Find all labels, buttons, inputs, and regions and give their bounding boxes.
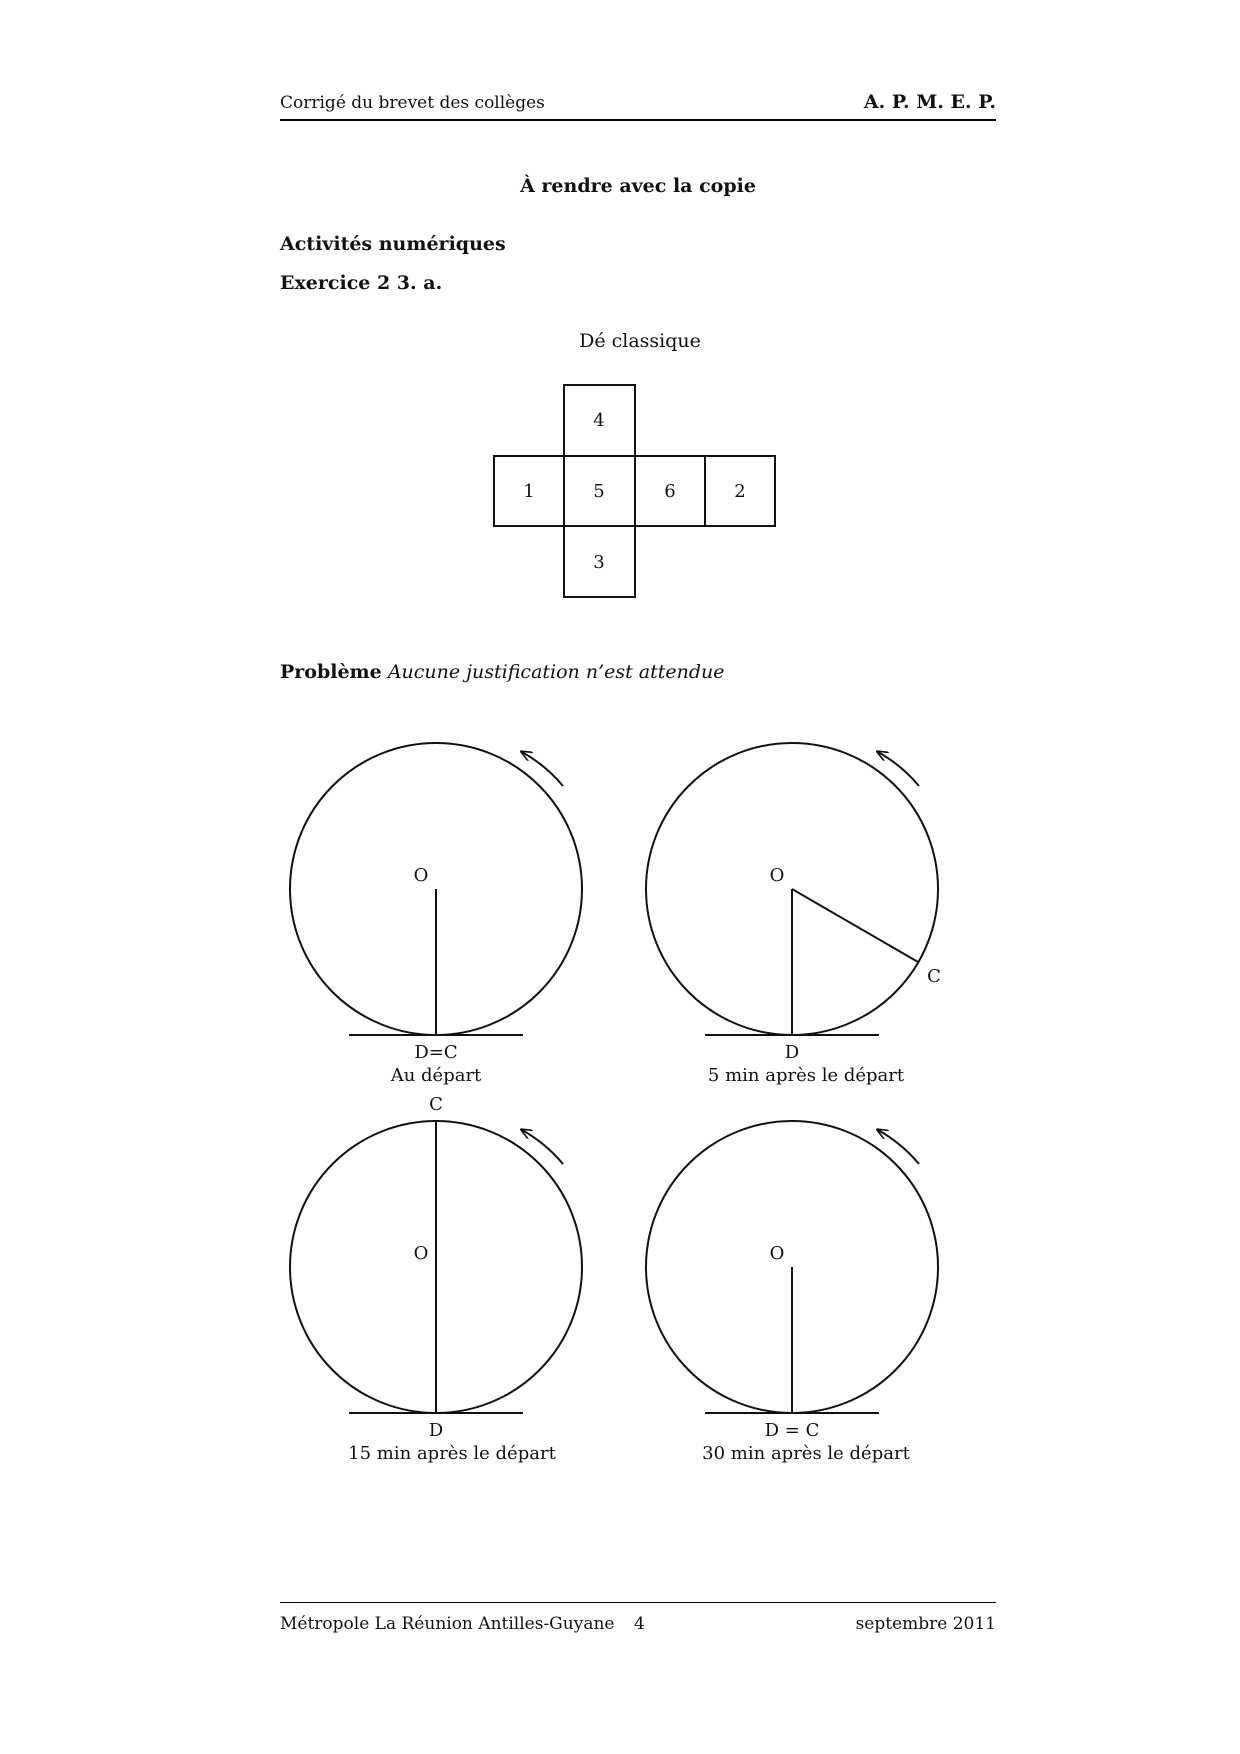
rotation-arrow-icon bbox=[878, 1130, 919, 1164]
wheel-30min-bottom-label: D = C bbox=[764, 1420, 820, 1441]
dice-face-center-label: 5 bbox=[593, 481, 605, 502]
header-right: A. P. M. E. P. bbox=[863, 91, 996, 113]
radius-line-c bbox=[792, 889, 918, 962]
exercise-heading: Exercice 2 3. a. bbox=[280, 272, 443, 294]
dice-face-top-label: 4 bbox=[593, 410, 605, 431]
wheel-30min-caption: 30 min après le départ bbox=[702, 1443, 910, 1464]
footer-right: septembre 2011 bbox=[855, 1614, 996, 1634]
problem-note: Aucune justification n’est attendue bbox=[387, 661, 725, 683]
wheel-5min-bottom-label: D bbox=[784, 1042, 800, 1063]
dice-face-bottom-label: 3 bbox=[593, 552, 605, 573]
wheel-5min-center-label: O bbox=[769, 865, 785, 886]
footer-left: Métropole La Réunion Antilles-Guyane bbox=[280, 1614, 615, 1634]
wheel-15min bbox=[290, 1121, 582, 1413]
dice-title: Dé classique bbox=[579, 330, 701, 352]
wheel-5min-caption: 5 min après le départ bbox=[707, 1065, 905, 1086]
rotation-arrow-icon bbox=[522, 752, 563, 786]
dice-face-right-label: 6 bbox=[664, 481, 676, 502]
wheel-30min bbox=[646, 1121, 938, 1413]
wheel-15min-bottom-label: D bbox=[428, 1420, 444, 1441]
wheel-5min-point-label: C bbox=[927, 966, 941, 987]
wheel-15min-center-label: O bbox=[413, 1243, 429, 1264]
section-heading: Activités numériques bbox=[280, 233, 506, 255]
wheel-start-center-label: O bbox=[413, 865, 429, 886]
wheel-15min-top-label: C bbox=[429, 1094, 443, 1115]
wheel-start-bottom-label: D=C bbox=[414, 1042, 458, 1063]
problem-label: Problème bbox=[280, 661, 382, 683]
rotation-arrow-icon bbox=[522, 1130, 563, 1164]
footer-rule bbox=[280, 1602, 996, 1603]
dice-net bbox=[494, 385, 775, 597]
dice-face-left-label: 1 bbox=[523, 481, 535, 502]
page-title: À rendre avec la copie bbox=[520, 175, 756, 197]
wheel-start-caption: Au départ bbox=[390, 1065, 482, 1086]
wheel-start bbox=[290, 743, 582, 1035]
rotation-arrow-icon bbox=[878, 752, 919, 786]
wheel-15min-caption: 15 min après le départ bbox=[348, 1443, 556, 1464]
wheel-5min bbox=[646, 743, 938, 1035]
page-number: 4 bbox=[634, 1614, 645, 1634]
header-left: Corrigé du brevet des collèges bbox=[280, 93, 545, 113]
wheel-30min-center-label: O bbox=[769, 1243, 785, 1264]
dice-face-far-right-label: 2 bbox=[734, 481, 746, 502]
